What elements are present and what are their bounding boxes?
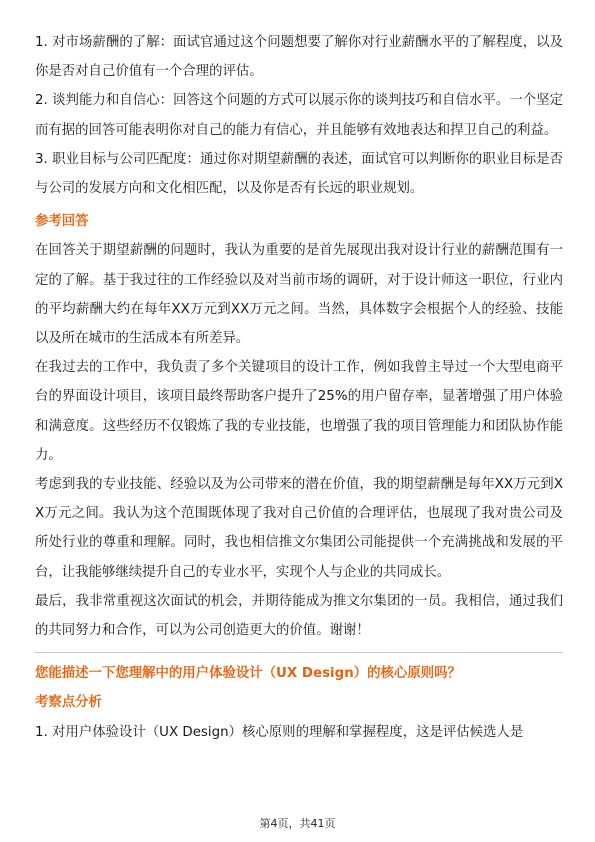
reference-paragraph-4: 最后，我非常重视这次面试的机会，并期待能成为推文尔集团的一员。我相信，通过我们的共同努力和合作，可以为公司创造更大的价值。谢谢！: [35, 593, 563, 639]
intro-point-2: 2. 谈判能力和自信心：回答这个问题的方式可以展示你的谈判技巧和自信水平。一个坚定而有据的回答可能表明你对自己的能力有信心，并且能够有效地表达和捍卫自己的利益。: [35, 93, 563, 138]
page-number-footer: 第4页，共41页: [259, 817, 336, 830]
intro-point-1: 1. 对市场薪酬的了解：面试官通过这个问题想要了解你对行业薪酬水平的了解程度，以及你是否对自己价值有一个合理的评估。: [35, 35, 563, 80]
reference-paragraph-3: 考虑到我的专业技能、经验以及为公司带来的潜在价值，我的期望薪酬是每年XX万元到XX万元之间。我认为这个范围既体现了我对自己价值的合理评估，也展现了我对贵公司及所处行业的尊重和理解。同时，我也相信推文尔集团公司能提供一个充满挑战和发展的平台，让我能够继续提升自己的专业水平，实现个人与企业的共同成长。: [35, 477, 563, 580]
section-divider: [35, 652, 563, 653]
next-question-title: 您能描述一下您理解中的用户体验设计（UX Design）的核心原则吗？: [35, 666, 461, 682]
analysis-heading: 考察点分析: [35, 695, 102, 711]
document-page: [35, 28, 563, 747]
analysis-point-1: 1. 对用户体验设计（UX Design）核心原则的理解和掌握程度，这是评估候选人是: [35, 724, 524, 740]
intro-point-3: 3. 职业目标与公司匹配度：通过你对期望薪酬的表述，面试官可以判断你的职业目标是否与公司的发展方向和文化相匹配，以及你是否有长远的职业规划。: [35, 151, 563, 197]
reference-paragraph-2: 在我过去的工作中，我负责了多个关键项目的设计工作，例如我曾主导过一个大型电商平台的界面设计项目，该项目最终帮助客户提升了25%的用户留存率，显著增强了用户体验和满意度。这些经历不仅锻炼了我的专业技能，也增强了我的项目管理能力和团队协作能力。: [35, 360, 563, 463]
reference-answer-heading: 参考回答: [35, 214, 89, 230]
reference-paragraph-1: 在回答关于期望薪酬的问题时，我认为重要的是首先展现出我对设计行业的薪酬范围有一定的了解。基于我过往的工作经验以及对当前市场的调研，对于设计师这一职位，行业内的平均薪酬大约在每年XX万元到XX万元之间。当然，具体数字会根据个人的经验、技能以及所在城市的生活成本有所差异。: [35, 243, 563, 347]
